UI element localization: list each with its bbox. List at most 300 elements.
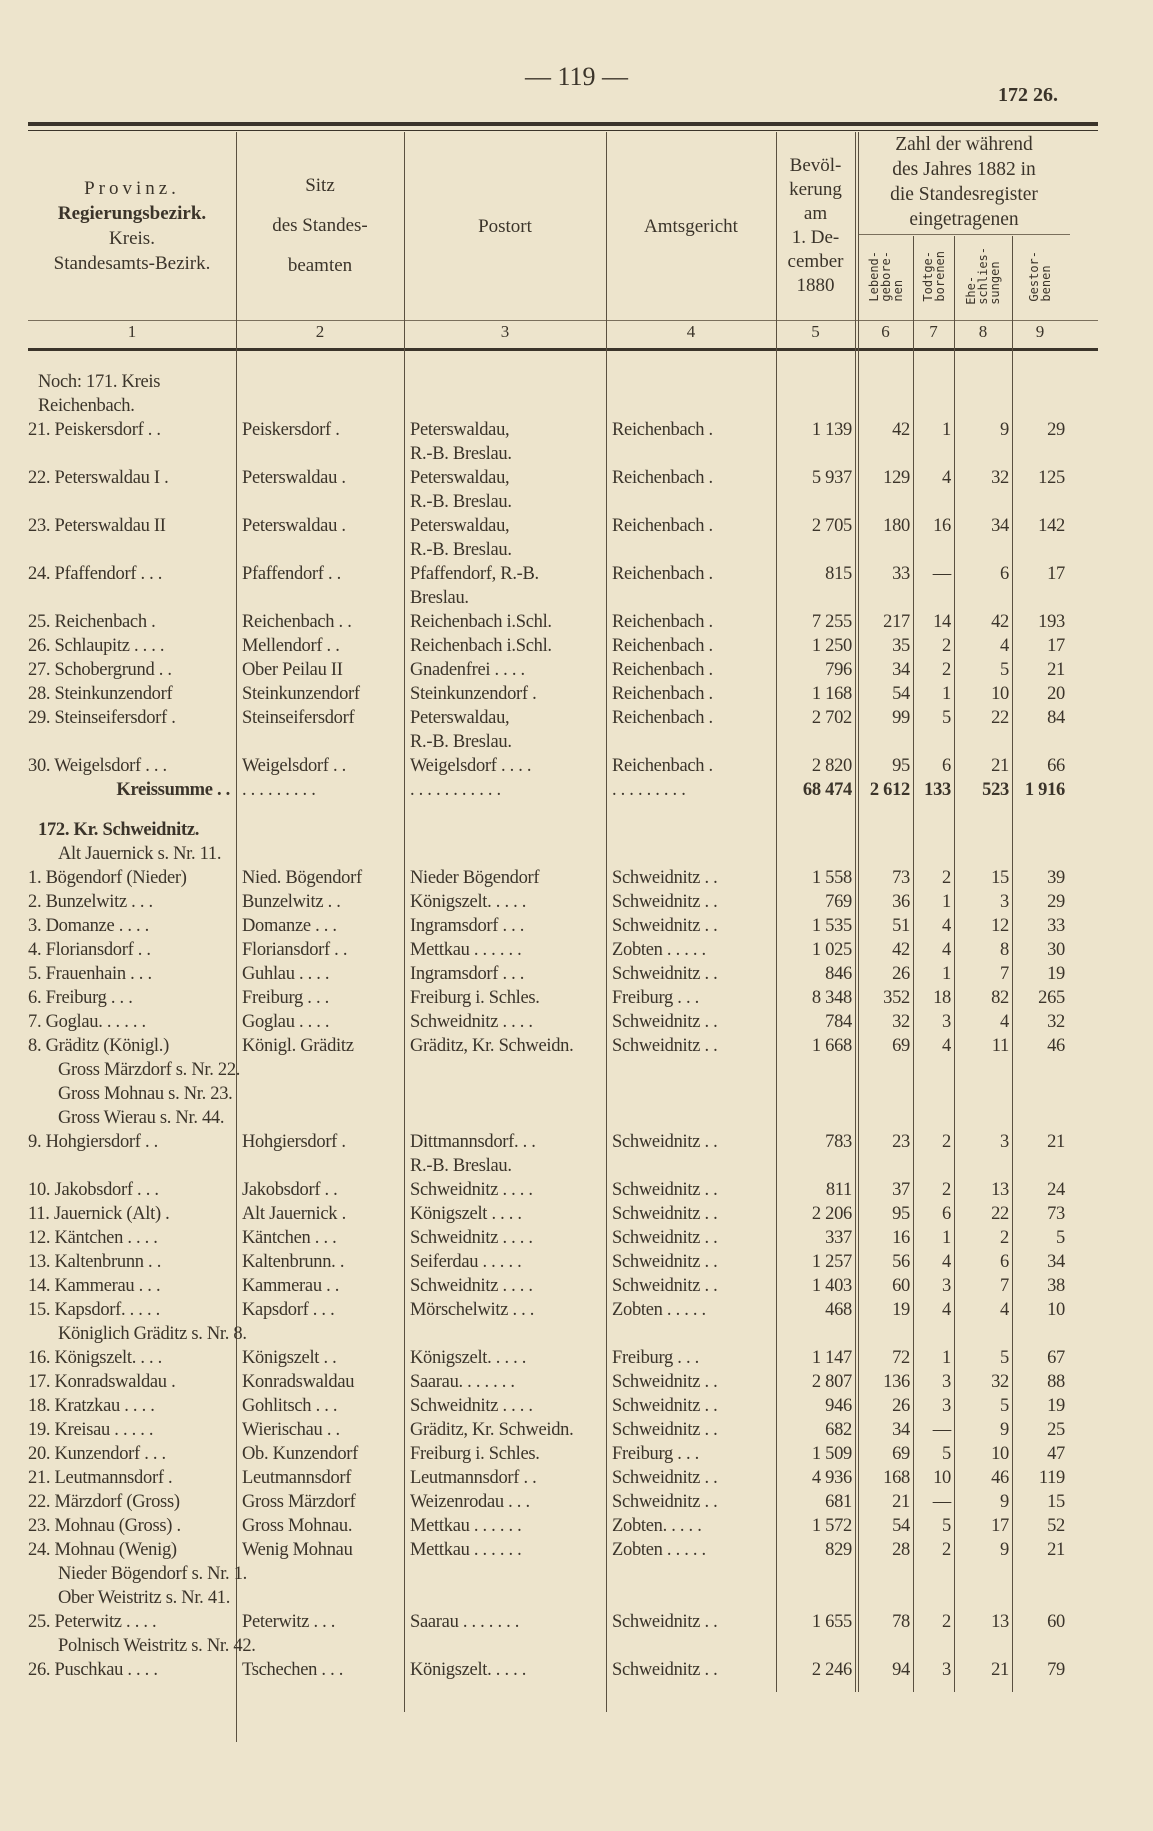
marriages: 34 [991,516,1009,536]
amtsgericht: Freiburg . . . [612,1444,699,1464]
population-1880: 2 206 [811,1204,852,1224]
table-row [28,1490,1078,1514]
table-row [28,1130,1078,1178]
population-1880: 1 572 [811,1516,852,1536]
deaths: 60 [1047,1612,1065,1632]
deaths: 88 [1047,1372,1065,1392]
deaths: 84 [1047,708,1065,728]
marriages: 6 [1000,1252,1009,1272]
stillbirths: 3 [942,1660,951,1680]
deaths: 29 [1047,892,1065,912]
sitz-standesbeamten: Wenig Mohnau [242,1540,353,1560]
section-title: 172. Kr. Schweidnitz. [38,820,200,840]
stillbirths: 4 [942,1300,951,1320]
postort: Peterswaldau, R.-B. Breslau. [410,516,512,560]
standesamt-bezirk: 4. Floriansdorf . . [28,940,151,960]
standesamt-bezirk: 16. Königszelt. . . . [28,1348,162,1368]
standesamt-bezirk: 26. Puschkau . . . . [28,1660,158,1680]
amtsgericht: Schweidnitz . . [612,1420,718,1440]
sitz-standesbeamten: Königl. Gräditz [242,1036,354,1056]
population-1880: 1 168 [811,684,852,704]
column-number-9: 9 [1035,322,1045,341]
marriages: 42 [991,612,1009,632]
header-col5: Bevöl- kerung am 1. De- cember 1880 [787,155,844,296]
deaths: 29 [1047,420,1065,440]
deaths: 21 [1047,660,1065,680]
postort: Schweidnitz . . . . [410,1012,533,1032]
amtsgericht: Reichenbach . [612,468,713,488]
standesamt-bezirk: 24. Pfaffendorf . . . [28,564,163,584]
live-births: 352 [883,988,910,1008]
cross-reference-row: Nieder Bögendorf s. Nr. 1. [58,1564,247,1584]
deaths: 39 [1047,868,1065,888]
table-row [28,418,1078,466]
standesamt-bezirk: Kreissumme . . [116,780,230,800]
standesamt-bezirk: 26. Schlaupitz . . . . [28,636,165,656]
standesamt-bezirk: 20. Kunzendorf . . . [28,1444,166,1464]
population-1880: 4 936 [811,1468,852,1488]
live-births: 2 612 [869,780,910,800]
population-1880: 1 509 [811,1444,852,1464]
stillbirths: 3 [942,1372,951,1392]
deaths: 17 [1047,636,1065,656]
postort: Steinkunzendorf . [410,684,537,704]
live-births: 34 [892,1420,910,1440]
header-kreis: Kreis. [109,228,155,249]
live-births: 26 [892,964,910,984]
live-births: 180 [883,516,910,536]
postort: Königszelt. . . . . [410,892,527,912]
cross-reference-row: Polnisch Weistritz s. Nr. 42. [58,1636,256,1656]
deaths: 119 [1038,1468,1065,1488]
standesamt-bezirk: 30. Weigelsdorf . . . [28,756,167,776]
population-1880: 5 937 [811,468,852,488]
population-1880: 1 257 [811,1252,852,1272]
sitz-standesbeamten: Käntchen . . . [242,1228,337,1248]
postort: Mettkau . . . . . . [410,1516,522,1536]
marriages: 3 [1000,1132,1009,1152]
deaths: 34 [1047,1252,1065,1272]
table-row [28,962,1078,986]
table-row [28,1466,1078,1490]
sitz-standesbeamten: Peterwitz . . . [242,1612,336,1632]
marriages: 5 [1000,1348,1009,1368]
postort: Ingramsdorf . . . [410,916,525,936]
column-number-5: 5 [811,322,820,341]
marriages: 8 [1000,940,1009,960]
live-births: 34 [892,660,910,680]
deaths: 19 [1047,964,1065,984]
deaths: 38 [1047,1276,1065,1296]
postort: Schweidnitz . . . . [410,1180,533,1200]
live-births: 37 [892,1180,910,1200]
standesamt-bezirk: 28. Steinkunzendorf [28,684,173,704]
marriages: 15 [991,868,1009,888]
marriages: 17 [991,1516,1009,1536]
cross-reference-row: Gross Mohnau s. Nr. 23. [58,1084,233,1104]
stillbirths: 14 [933,612,951,632]
sitz-standesbeamten: Hohgiersdorf . [242,1132,346,1152]
stillbirths: 2 [942,1540,951,1560]
sitz-standesbeamten: . . . . . . . . . [242,780,316,800]
postort: Mettkau . . . . . . [410,1540,522,1560]
sitz-standesbeamten: Gross Mohnau. [242,1516,353,1536]
live-births: 78 [892,1612,910,1632]
marriages: 13 [991,1180,1009,1200]
deaths: 125 [1038,468,1065,488]
marriages: 3 [1000,892,1009,912]
stillbirths: 2 [942,1612,951,1632]
table-row [28,914,1078,938]
postort: Saarau. . . . . . . [410,1372,515,1392]
postort: Gnadenfrei . . . . [410,660,525,680]
standesamt-bezirk: 1. Bögendorf (Nieder) [28,868,187,888]
cross-reference-row: Gross Wierau s. Nr. 44. [58,1108,225,1128]
population-1880: 68 474 [802,780,852,800]
top-rule-thin [28,130,1098,131]
live-births: 95 [892,1204,910,1224]
amtsgericht: Schweidnitz . . [612,1036,718,1056]
standesamt-bezirk: 21. Peiskersdorf . . [28,420,161,440]
population-1880: 8 348 [811,988,852,1008]
table-row [28,562,1078,610]
marriages: 22 [991,708,1009,728]
amtsgericht: Schweidnitz . . [612,1204,718,1224]
population-1880: 337 [825,1228,852,1248]
population-1880: 2 807 [811,1372,852,1392]
stillbirths: — [932,1420,951,1440]
sitz-standesbeamten: Tschechen . . . [242,1660,344,1680]
stillbirths: 18 [933,988,951,1008]
table-row [28,1034,1078,1058]
sitz-standesbeamten: Gohlitsch . . . [242,1396,338,1416]
marriages: 2 [1000,1228,1009,1248]
stillbirths: 133 [924,780,951,800]
population-1880: 1 655 [811,1612,852,1632]
table-row [28,1658,1078,1682]
header-col1 [28,132,236,320]
amtsgericht: Schweidnitz . . [612,1372,718,1392]
deaths: 5 [1056,1228,1065,1248]
stillbirths: 2 [942,636,951,656]
population-1880: 1 558 [811,868,852,888]
marriages: 7 [1000,1276,1009,1296]
postort: Königszelt. . . . . [410,1348,527,1368]
amtsgericht: Reichenbach . [612,564,713,584]
stillbirths: 3 [942,1012,951,1032]
live-births: 73 [892,868,910,888]
amtsgericht: Zobten . . . . . [612,940,706,960]
postort: . . . . . . . . . . . [410,780,501,800]
standesamt-bezirk: 23. Mohnau (Gross) . [28,1516,181,1536]
marriages: 5 [1000,1396,1009,1416]
postort: Schweidnitz . . . . [410,1228,533,1248]
sitz-standesbeamten: Mellendorf . . [242,636,340,656]
amtsgericht: Schweidnitz . . [612,1180,718,1200]
marriages: 9 [1000,1420,1009,1440]
marriages: 523 [982,780,1009,800]
header-col6 [858,236,913,316]
standesamt-bezirk: 11. Jauernick (Alt) . [28,1204,170,1224]
postort: Gräditz, Kr. Schweidn. [410,1420,574,1440]
live-births: 28 [892,1540,910,1560]
stillbirths: 1 [942,964,951,984]
live-births: 16 [892,1228,910,1248]
deaths: 73 [1047,1204,1065,1224]
stillbirths: 4 [942,1252,951,1272]
population-1880: 681 [825,1492,852,1512]
population-1880: 468 [825,1300,852,1320]
marriages: 10 [991,684,1009,704]
table-row [28,1346,1078,1370]
sitz-standesbeamten: Freiburg . . . [242,988,329,1008]
sitz-standesbeamten: Reichenbach . . [242,612,352,632]
population-1880: 2 705 [811,516,852,536]
population-1880: 1 668 [811,1036,852,1056]
deaths: 66 [1047,756,1065,776]
amtsgericht: Schweidnitz . . [612,1132,718,1152]
sitz-standesbeamten: Ober Peilau II [242,660,343,680]
live-births: 42 [892,420,910,440]
header-lebendgeborene: Lebend- gebore- nen [866,250,905,302]
live-births: 94 [892,1660,910,1680]
register-table-body [28,370,1078,1682]
header-col9 [1012,236,1068,316]
deaths: 24 [1047,1180,1065,1200]
standesamt-bezirk: 5. Frauenhain . . . [28,964,152,984]
sitz-standesbeamten: Peterswaldau . [242,468,346,488]
header-regierungsbezirk: Regierungsbezirk. [57,203,207,224]
marriages: 9 [1000,1492,1009,1512]
live-births: 136 [883,1372,910,1392]
header-standesamt: Standesamts-Bezirk. [53,253,211,274]
amtsgericht: Schweidnitz . . [612,1012,718,1032]
deaths: 19 [1047,1396,1065,1416]
table-row [28,1178,1078,1202]
header-eheschliessungen: Ehe- schlies- sungen [964,247,1002,305]
deaths: 193 [1038,612,1065,632]
population-1880: 811 [825,1180,852,1200]
table-row [28,1394,1078,1418]
table-row [28,514,1078,562]
table-row [28,1538,1078,1562]
standesamt-bezirk: 14. Kammerau . . . [28,1276,161,1296]
table-row [28,1298,1078,1322]
postort: Königszelt . . . . [410,1204,522,1224]
marriages: 32 [991,1372,1009,1392]
header-col3: Postort [478,215,532,237]
live-births: 54 [892,684,910,704]
sitz-standesbeamten: Peterswaldau . [242,516,346,536]
amtsgericht: Freiburg . . . [612,988,699,1008]
table-row [28,1274,1078,1298]
column-number-6: 6 [881,322,890,341]
stillbirths: 1 [942,1228,951,1248]
header-bottom-rule [28,348,1098,351]
postort: Ingramsdorf . . . [410,964,525,984]
header-todtgeborene: Todtge- borenen [920,250,947,302]
postort: Mettkau . . . . . . [410,940,522,960]
standesamt-bezirk: 29. Steinseifersdorf . [28,708,176,728]
stillbirths: 6 [942,1204,951,1224]
marriages: 32 [991,468,1009,488]
standesamt-bezirk: 12. Käntchen . . . . [28,1228,158,1248]
table-row [28,658,1078,682]
cross-reference-row: Ober Weistritz s. Nr. 41. [58,1588,231,1608]
deaths: 30 [1047,940,1065,960]
live-births: 217 [883,612,910,632]
marriages: 4 [1000,636,1009,656]
amtsgericht: Schweidnitz . . [612,1252,718,1272]
live-births: 72 [892,1348,910,1368]
stillbirths: 4 [942,916,951,936]
column-number-3: 3 [500,322,510,341]
section-title: Noch: 171. Kreis Reichenbach. [38,372,161,416]
cross-reference-row: Königlich Gräditz s. Nr. 8. [58,1324,247,1344]
stillbirths: 1 [942,420,951,440]
standesamt-bezirk: 19. Kreisau . . . . . [28,1420,154,1440]
population-1880: 682 [825,1420,852,1440]
live-births: 36 [892,892,910,912]
live-births: 69 [892,1444,910,1464]
table-row [28,1202,1078,1226]
cross-reference-row: Alt Jauernick s. Nr. 11. [58,844,222,864]
postort: Reichenbach i.Schl. [410,612,552,632]
amtsgericht: . . . . . . . . . [612,780,686,800]
amtsgericht: Zobten . . . . . [612,1540,706,1560]
deaths: 67 [1047,1348,1065,1368]
stillbirths: 5 [942,708,951,728]
postort: Reichenbach i.Schl. [410,636,552,656]
population-1880: 2 246 [811,1660,852,1680]
table-row [28,1226,1078,1250]
table-row [28,1370,1078,1394]
sitz-standesbeamten: Jakobsdorf . . [242,1180,338,1200]
header-provinz: Provinz. [84,178,180,199]
amtsgericht: Freiburg . . . [612,1348,699,1368]
group-divider [858,234,1070,235]
amtsgericht: Reichenbach . [612,660,713,680]
marriages: 11 [991,1036,1009,1056]
header-col4: Amtsgericht [644,215,738,237]
sitz-standesbeamten: Peiskersdorf . [242,420,340,440]
sitz-standesbeamten: Bunzelwitz . . [242,892,341,912]
sitz-standesbeamten: Steinkunzendorf [242,684,360,704]
amtsgericht: Reichenbach . [612,708,713,728]
table-row [28,1010,1078,1034]
deaths: 52 [1047,1516,1065,1536]
live-births: 42 [892,940,910,960]
standesamt-bezirk: 25. Reichenbach . [28,612,156,632]
standesamt-bezirk: 22. Peterswaldau I . [28,468,169,488]
stillbirths: 16 [933,516,951,536]
postort: Gräditz, Kr. Schweidn. [410,1036,574,1056]
amtsgericht: Schweidnitz . . [612,1492,718,1512]
amtsgericht: Schweidnitz . . [612,1396,718,1416]
postort: Weizenrodau . . . [410,1492,530,1512]
cross-reference-row: Gross Märzdorf s. Nr. 22. [58,1060,241,1080]
table-row [28,1418,1078,1442]
standesamt-bezirk: 17. Konradswaldau . [28,1372,176,1392]
postort: Pfaffendorf, R.-B. Breslau. [410,564,539,608]
column-number-2: 2 [315,322,325,341]
deaths: 46 [1047,1036,1065,1056]
marriages: 12 [991,916,1009,936]
table-row [28,1250,1078,1274]
stillbirths: 2 [942,660,951,680]
deaths: 15 [1047,1492,1065,1512]
postort: Schweidnitz . . . . [410,1276,533,1296]
page-number: — 119 — [524,62,629,91]
amtsgericht: Schweidnitz . . [612,868,718,888]
standesamt-bezirk: 10. Jakobsdorf . . . [28,1180,159,1200]
live-births: 56 [892,1252,910,1272]
header-col8 [954,236,1012,316]
population-1880: 1 025 [811,940,852,960]
standesamt-bezirk: 25. Peterwitz . . . . [28,1612,157,1632]
population-1880: 1 535 [811,916,852,936]
deaths: 265 [1038,988,1065,1008]
marriages: 13 [991,1612,1009,1632]
population-1880: 815 [825,564,852,584]
population-1880: 1 139 [811,420,852,440]
deaths: 17 [1047,564,1065,584]
live-births: 21 [892,1492,910,1512]
stillbirths: — [932,564,951,584]
stillbirths: 6 [942,756,951,776]
population-1880: 783 [825,1132,852,1152]
deaths: 142 [1038,516,1065,536]
table-row [28,682,1078,706]
amtsgericht: Schweidnitz . . [612,1468,718,1488]
sitz-standesbeamten: Weigelsdorf . . [242,756,346,776]
standesamt-bezirk: 27. Schobergrund . . [28,660,172,680]
stillbirths: 3 [942,1396,951,1416]
amtsgericht: Zobten . . . . . [612,1300,706,1320]
amtsgericht: Schweidnitz . . [612,1228,718,1248]
column-number-4: 4 [686,322,696,341]
deaths: 47 [1047,1444,1065,1464]
district-total-row [28,778,1078,802]
stillbirths: 5 [942,1444,951,1464]
postort: Peterswaldau, R.-B. Breslau. [410,468,512,512]
marriages: 10 [991,1444,1009,1464]
stillbirths: 2 [942,1180,951,1200]
header-gestorbene: Gestor- benen [1027,250,1053,302]
table-row [28,610,1078,634]
postort: Freiburg i. Schles. [410,1444,540,1464]
population-1880: 769 [825,892,852,912]
amtsgericht: Reichenbach . [612,516,713,536]
amtsgericht: Reichenbach . [612,684,713,704]
live-births: 129 [883,468,910,488]
marriages: 9 [1000,1540,1009,1560]
stillbirths: — [932,1492,951,1512]
standesamt-bezirk: 3. Domanze . . . . [28,916,149,936]
standesamt-bezirk: 2. Bunzelwitz . . . [28,892,153,912]
deaths: 79 [1047,1660,1065,1680]
sitz-standesbeamten: Steinseifersdorf [242,708,355,728]
column-number-7: 7 [929,322,938,341]
marriages: 6 [1000,564,1009,584]
amtsgericht: Reichenbach . [612,612,713,632]
live-births: 168 [883,1468,910,1488]
amtsgericht: Zobten. . . . . [612,1516,702,1536]
population-1880: 2 702 [811,708,852,728]
stillbirths: 4 [942,468,951,488]
amtsgericht: Schweidnitz . . [612,1276,718,1296]
sitz-standesbeamten: Kammerau . . [242,1276,340,1296]
